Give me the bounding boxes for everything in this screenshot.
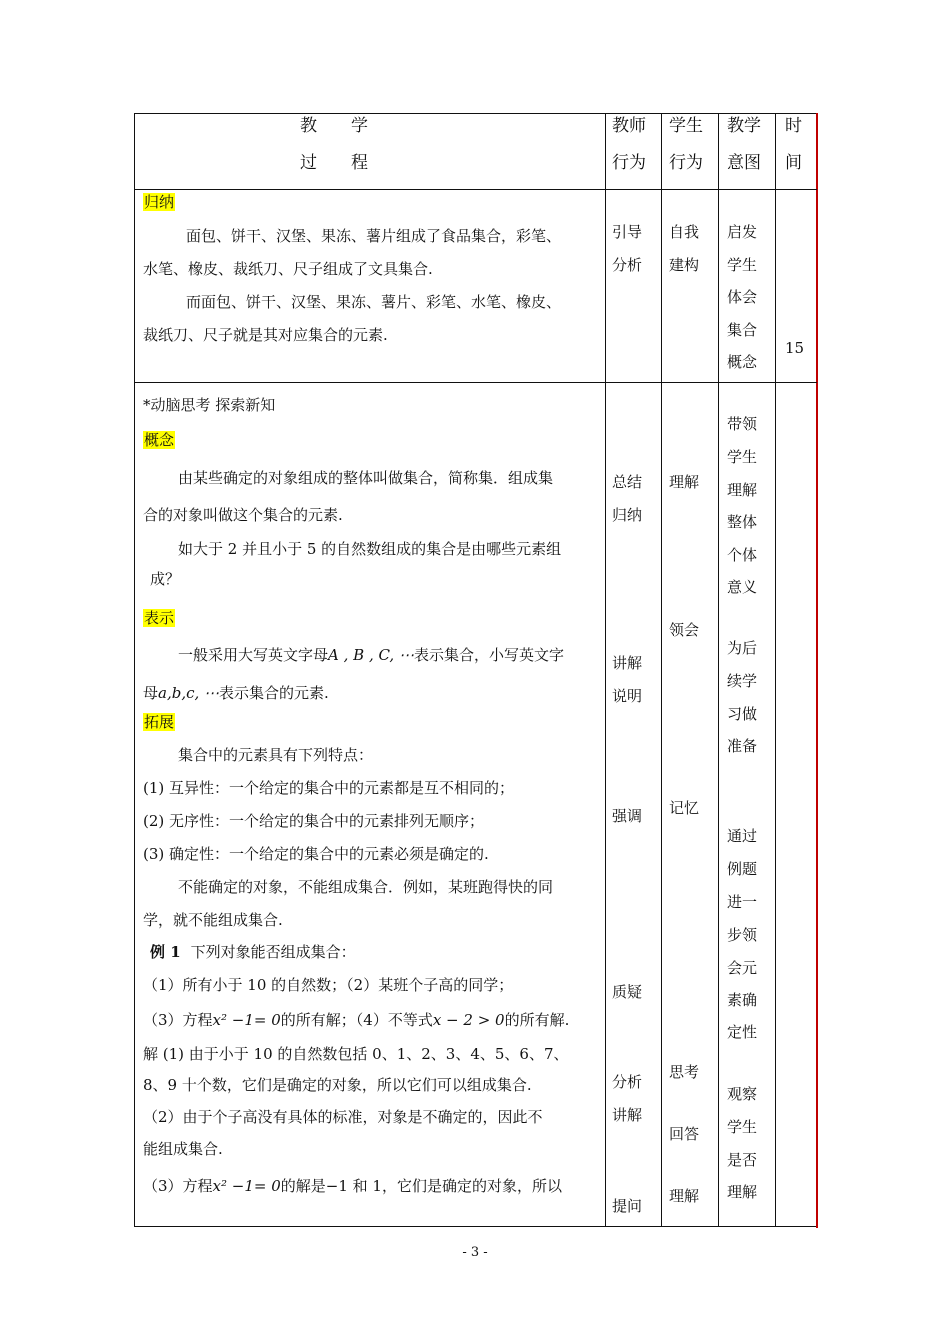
intent-a-3: 理解: [727, 481, 758, 499]
tag-concept-text: 概念: [144, 431, 175, 449]
ext-item-3: (3) 确定性：一个给定的集合中的元素必须是确定的.: [143, 845, 489, 863]
example-text: 下列对象能否组成集合：: [190, 943, 356, 961]
summary-p1-line2: 水笔、橡皮、裁纸刀、尺子组成了文具集合.: [143, 260, 433, 278]
student-answer: 回答: [669, 1125, 700, 1143]
example-items-2: [143, 1010, 569, 1030]
row1-intent-4: 集合: [727, 321, 758, 339]
intent-a-2: 学生: [727, 448, 758, 466]
tag-representation-text: 表示: [144, 609, 175, 627]
question-line1: 如大于 2 并且小于 5 的自然数组成的集合是由哪些元素组: [178, 540, 562, 558]
solution-1-line2: 8、9 十个数，它们是确定的对象，所以它们可以组成集合.: [143, 1076, 532, 1094]
tag-extension: [143, 712, 175, 732]
header-student-1: 学生: [669, 116, 703, 136]
header-intent-1: 教学: [727, 116, 761, 136]
intent-b-4: 准备: [727, 737, 758, 755]
example-label: 例 1: [150, 943, 181, 961]
ext-intro: 集合中的元素具有下列特点：: [178, 746, 374, 764]
repr-line2-math: a,b,c, ⋯: [158, 684, 220, 702]
student-memorize: 记忆: [669, 799, 700, 817]
example-items-2a: （3）方程: [143, 1011, 213, 1029]
intent-a-4: 整体: [727, 513, 758, 531]
row1-teacher-2: 分析: [612, 256, 643, 274]
teacher-analyze-1: 分析: [612, 1073, 643, 1091]
teacher-explain-1: 讲解: [612, 654, 643, 672]
repr-line2-a: 母: [143, 684, 159, 702]
intent-c-5: 会元: [727, 959, 758, 977]
header-time-1: 时: [785, 116, 802, 136]
teacher-explain-2: 说明: [612, 687, 643, 705]
row1-intent-3: 体会: [727, 288, 758, 306]
intent-d-1: 观察: [727, 1085, 758, 1103]
header-process-line2: 过 程: [300, 153, 368, 173]
intent-c-1: 通过: [727, 827, 758, 845]
intent-c-2: 例题: [727, 860, 758, 878]
ext-note-line2: 学，就不能组成集合.: [143, 911, 283, 929]
intent-a-5: 个体: [727, 546, 758, 564]
intent-d-3: 是否: [727, 1151, 758, 1169]
repr-line2: [143, 683, 329, 703]
header-teacher-2: 行为: [612, 153, 646, 173]
solution-2-line2: 能组成集合.: [143, 1140, 223, 1158]
header-process-line1: 教 学: [300, 116, 368, 136]
table-right-border: [816, 113, 818, 1228]
inequality-1: x − 2 > 0: [432, 1011, 505, 1029]
equation-1: x² −1= 0: [212, 1011, 281, 1029]
ext-item-2: (2) 无序性：一个给定的集合中的元素排列无顺序；: [143, 812, 485, 830]
row1-intent-5: 概念: [727, 353, 758, 371]
student-comprehend: 领会: [669, 621, 700, 639]
solution-1-line1: 解 (1) 由于小于 10 的自然数包括 0、1、2、3、4、5、6、7、: [143, 1045, 569, 1063]
solution-3: [143, 1176, 562, 1196]
intent-c-7: 定性: [727, 1023, 758, 1041]
row1-intent-2: 学生: [727, 256, 758, 274]
header-time-2: 间: [785, 153, 802, 173]
solution-3b: 的解是−1 和 1，它们是确定的对象，所以: [280, 1177, 562, 1195]
intent-a-6: 意义: [727, 578, 758, 596]
tag-concept: [143, 430, 175, 450]
intent-b-3: 习做: [727, 705, 758, 723]
example-items-1: （1）所有小于 10 的自然数；（2）某班个子高的同学；: [143, 976, 514, 994]
student-understand: 理解: [669, 473, 700, 491]
repr-line1-a: 一般采用大写英文字母: [178, 646, 329, 664]
question-line2: 成？: [150, 570, 181, 588]
repr-line1-b: 表示集合，小写英文字: [413, 646, 564, 664]
intent-c-6: 素确: [727, 991, 758, 1009]
row1-intent-1: 启发: [727, 223, 758, 241]
repr-line2-b: 表示集合的元素.: [219, 684, 329, 702]
student-understand-2: 理解: [669, 1187, 700, 1205]
intent-d-2: 学生: [727, 1118, 758, 1136]
teacher-ask: 提问: [612, 1197, 643, 1215]
teacher-summarize-2: 归纳: [612, 506, 643, 524]
teacher-question: 质疑: [612, 983, 643, 1001]
intent-b-2: 续学: [727, 672, 758, 690]
tag-summary-text: 归纳: [144, 193, 175, 211]
intent-c-4: 步领: [727, 926, 758, 944]
header-teacher-1: 教师: [612, 116, 646, 136]
column-divider: [718, 113, 719, 1227]
solution-2-line1: （2）由于个子高没有具体的标准，对象是不确定的，因此不: [143, 1108, 543, 1126]
example-items-2b: 的所有解；（4）不等式: [280, 1011, 433, 1029]
row1-teacher-1: 引导: [612, 223, 643, 241]
teacher-summarize-1: 总结: [612, 473, 643, 491]
repr-line1: [178, 645, 564, 665]
column-divider: [605, 113, 606, 1227]
teacher-emphasize: 强调: [612, 807, 643, 825]
summary-p1-line1: 面包、饼干、汉堡、果冻、薯片组成了食品集合，彩笔、: [186, 227, 562, 245]
row1-student-1: 自我: [669, 223, 700, 241]
student-think: 思考: [669, 1063, 700, 1081]
repr-line1-math: A , B , C, ⋯: [328, 646, 414, 664]
teacher-analyze-2: 讲解: [612, 1106, 643, 1124]
section-heading: *动脑思考 探索新知: [143, 396, 276, 414]
example-items-2c: 的所有解.: [504, 1011, 570, 1029]
page-number: - 3 -: [462, 1245, 488, 1260]
concept-line2: 合的对象叫做这个集合的元素.: [143, 506, 343, 524]
concept-line1: 由某些确定的对象组成的整体叫做集合，简称集．组成集: [178, 469, 554, 487]
column-divider: [775, 113, 776, 1227]
intent-d-4: 理解: [727, 1183, 758, 1201]
row-divider: [134, 189, 817, 190]
tag-extension-text: 拓展: [144, 713, 175, 731]
tag-representation: [143, 608, 175, 628]
intent-a-1: 带领: [727, 415, 758, 433]
intent-b-1: 为后: [727, 639, 758, 657]
column-divider: [661, 113, 662, 1227]
tag-summary: [143, 192, 175, 212]
header-student-2: 行为: [669, 153, 703, 173]
row-divider: [134, 382, 817, 383]
row1-time: 15: [785, 339, 805, 357]
solution-3a: （3）方程: [143, 1177, 213, 1195]
summary-p2-line1: 而面包、饼干、汉堡、果冻、薯片、彩笔、水笔、橡皮、: [186, 293, 562, 311]
example-1: [150, 942, 356, 962]
ext-note-line1: 不能确定的对象，不能组成集合．例如，某班跑得快的同: [178, 878, 554, 896]
equation-2: x² −1= 0: [212, 1177, 281, 1195]
row1-student-2: 建构: [669, 256, 700, 274]
header-intent-2: 意图: [727, 153, 761, 173]
intent-c-3: 进一: [727, 893, 758, 911]
summary-p2-line2: 裁纸刀、尺子就是其对应集合的元素.: [143, 326, 388, 344]
ext-item-1: (1) 互异性：一个给定的集合中的元素都是互不相同的；: [143, 779, 515, 797]
